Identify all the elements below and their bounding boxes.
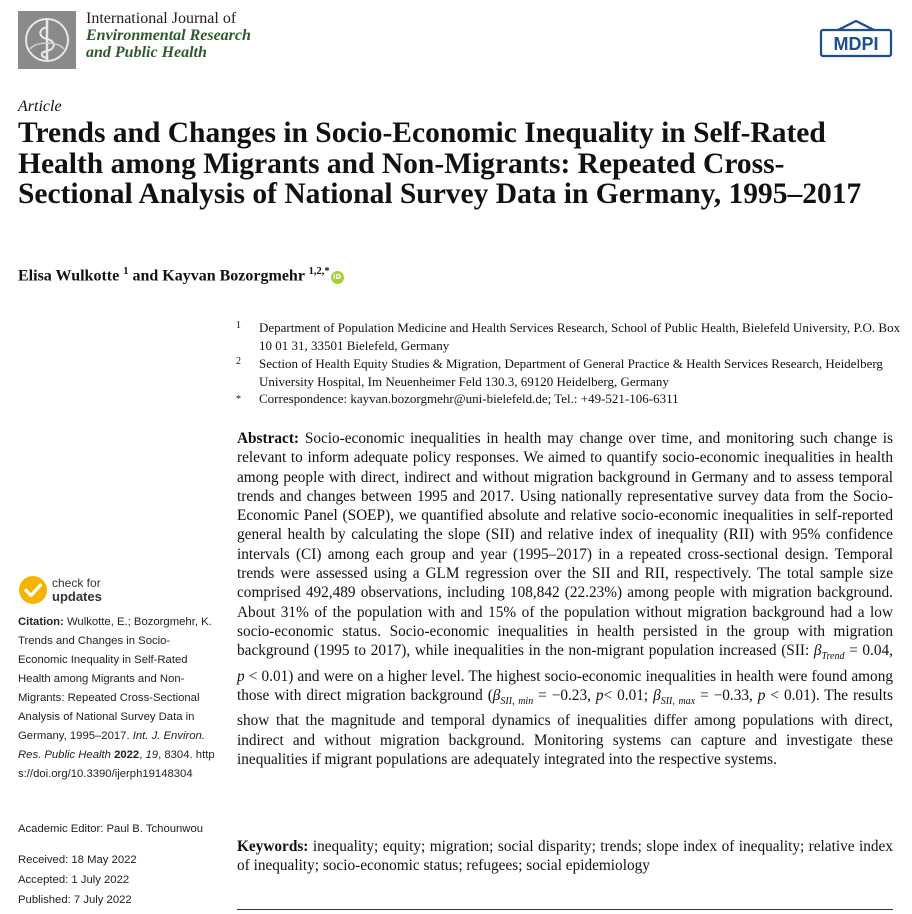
author-list [18,266,344,285]
beta-subscript: Trend [821,651,845,663]
keywords-text: inequality; equity; migration; social disparity; trends; slope index of inequality; relative index of inequality; socio-economic status; refugees; social epidemiology [237,838,893,875]
received-date: Received: 18 May 2022 [18,854,137,866]
journal-logo-icon [18,11,76,69]
citation-pages: , 8304. [158,749,193,761]
p-symbol: p [595,686,604,704]
section-divider [237,909,893,910]
keywords-label: Keywords: [237,838,309,855]
correspondence-text[interactable]: Correspondence: kayvan.bozorgmehr@uni-bielefeld.de; Tel.: +49-521-106-6311 [259,391,679,406]
affiliation-text: Department of Population Medicine and Health Services Research, School of Public Health, Bielefeld University, P.O. Box 10 01 31, 33501 Bielefeld, Germany [259,320,901,353]
abstract [237,429,893,769]
paper-title: Trends and Changes in Socio-Economic Inequality in Self-Rated Health among Migrants and Non-Migrants: Repeated Cross-Sectional Analysis of National Survey Data in Germany, 1995–2017 [18,117,862,210]
doi-link[interactable]: https://doi.org/10.3390/ijerph19148304 [18,749,215,780]
journal-name-line3: and Public Health [86,44,207,61]
journal-name-line1: International Journal of [86,10,237,27]
abstract-text: < 0.01). The results show that the magnitude and temporal dynamics of inequalities differ among populations with direct, indirect and without migration background. Monitoring systems can capture and investigate these inequalities if migrant populations are adequately integrated into the respective systems. [237,686,893,768]
p-symbol: p [757,686,766,704]
citation-year: 2022 [114,749,140,761]
check-for-updates-button[interactable] [18,575,148,607]
accepted-date: Accepted: 1 July 2022 [18,874,130,886]
orcid-icon[interactable]: iD [331,271,344,284]
author-affiliation-marker: 1 [123,266,129,277]
abstract-label: Abstract: [237,430,300,447]
abstract-text: = 0.04, [844,642,893,660]
beta-subscript: SII, max [660,695,696,707]
abstract-text: < 0.01) and were on a higher level. The highest socio-economic inequalities in health were found among those with direct migration background ( [237,667,893,704]
keywords [237,837,893,876]
abstract-text: < 0.01; [603,686,654,704]
author-conjunction: and [132,267,159,285]
beta-symbol: β [653,686,661,704]
citation-journal: Int. J. Environ. Res. Public Health [18,730,205,761]
correspondence-marker: * [236,394,241,405]
abstract-text: = −0.23, [533,686,596,704]
journal-name-line2: Environmental Research [86,27,251,44]
mdpi-logo-icon [818,18,894,58]
check-updates-icon [18,575,48,605]
beta-symbol: β [813,642,822,660]
abstract-text: = −0.33, [695,686,758,704]
check-updates-line2: updates [52,589,102,604]
beta-symbol: β [492,686,501,704]
svg-text:MDPI: MDPI [833,34,879,54]
citation-block: Citation: Wulkotte, E.; Bozorgmehr, K. Trends and Changes in Socio-Economic Inequality in Self-Rated Health among Migrants and Non-Migrants: Repeated Cross-Sectional Analysis of National Survey Data in Germany, 1995–2017. Int. J. Environ. Res. Public Health 2022, 19, 8304. https://doi.org/10.3390/ijerph19148304 [18,616,215,780]
citation-text: Wulkotte, E.; Bozorgmehr, K. Trends and Changes in Socio-Economic Inequality in Self-Rated Health among Migrants and Non-Migrants: Repeated Cross-Sectional Analysis of National Survey Data in Germany, 1995–2017. [18,616,212,742]
affiliation-marker: 2 [236,356,241,367]
academic-editor: Academic Editor: Paul B. Tchounwou [18,823,204,835]
affiliation-text: Section of Health Equity Studies & Migration, Department of General Practice & Health Services Research, Heidelberg University Hospital, Im Neuenheimer Feld 130.3, 69120 Heidelberg, Germany [259,356,883,389]
check-updates-line1: check for [52,576,101,590]
affiliation-marker: 1 [236,320,241,331]
author-name[interactable]: Kayvan Bozorgmehr [162,267,305,285]
citation-label: Citation: [18,616,64,628]
article-type: Article [18,98,62,115]
published-date: Published: 7 July 2022 [18,894,132,906]
author-affiliation-marker: 1,2,* [308,266,330,277]
p-symbol: p [237,667,245,685]
beta-subscript: SII, min [500,695,534,707]
citation-volume: 19 [145,749,159,761]
abstract-text: Socio-economic inequalities in health may change over time, and monitoring such change is relevant to inform adequate policy responses. We aimed to quantify socio-economic inequalities in health among people with direct, indirect and without migration background in Germany and to assess temporal trends and changes between 1995 and 2017. Using nationally representative survey data from the Socio-Economic Panel (SOEP), we quantified absolute and relative socio-economic inequalities in self-reported general health by calculating the slope (SII) and relative index of inequality (RII) with 95% confidence intervals (CI) among each group and year (1995–2017) in a repeated cross-sectional design. Temporal trends were assessed using a GLM regression over the SII and RII, respectively. The total sample size comprised 492,489 observations, including 108,842 (22.23%) among people with migration background. About 31% of the population with and 15% of the population without migration background had a low socio-economic status. Socio-economic inequalities in health persisted in the group with migration background (1995 to 2017), while inequalities in the non-migrant population increased (SII: [237,430,893,660]
author-name[interactable]: Elisa Wulkotte [18,267,120,285]
journal-name [86,10,251,61]
